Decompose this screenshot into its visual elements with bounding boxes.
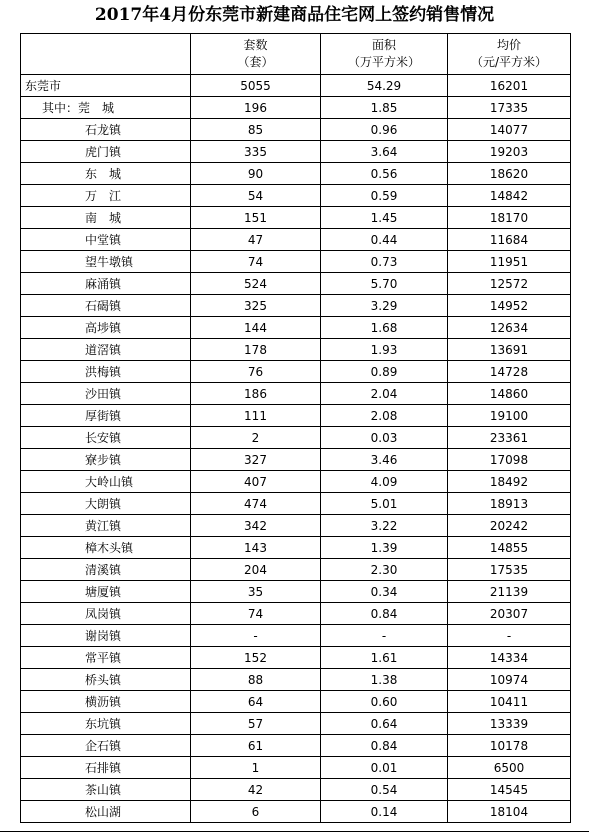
units-cell: 42 [191, 779, 321, 801]
units-cell: 88 [191, 669, 321, 691]
area-cell: 2.30 [321, 559, 448, 581]
area-cell: - [321, 625, 448, 647]
area-cell: 0.03 [321, 427, 448, 449]
units-cell: 85 [191, 119, 321, 141]
area-cell: 1.93 [321, 339, 448, 361]
area-cell: 0.60 [321, 691, 448, 713]
table-row [21, 713, 571, 735]
price-cell: 14952 [448, 295, 571, 317]
region-cell: 东 城 [21, 163, 191, 185]
region-cell: 塘厦镇 [21, 581, 191, 603]
table-row [21, 735, 571, 757]
price-cell: 17098 [448, 449, 571, 471]
price-cell: 19100 [448, 405, 571, 427]
area-cell: 0.56 [321, 163, 448, 185]
table-row [21, 97, 571, 119]
price-cell: 13339 [448, 713, 571, 735]
price-cell: 18492 [448, 471, 571, 493]
price-cell: 18104 [448, 801, 571, 823]
region-cell: 虎门镇 [21, 141, 191, 163]
area-cell: 0.34 [321, 581, 448, 603]
units-cell: 74 [191, 251, 321, 273]
price-cell: 14855 [448, 537, 571, 559]
table-row [21, 273, 571, 295]
region-cell: 沙田镇 [21, 383, 191, 405]
price-cell: 6500 [448, 757, 571, 779]
header-price: 均价 （元/平方米） [448, 34, 571, 75]
units-cell: 204 [191, 559, 321, 581]
price-cell: - [448, 625, 571, 647]
price-cell: 14334 [448, 647, 571, 669]
area-cell: 1.38 [321, 669, 448, 691]
region-cell: 道滘镇 [21, 339, 191, 361]
units-cell: 407 [191, 471, 321, 493]
area-cell: 0.59 [321, 185, 448, 207]
table-row [21, 581, 571, 603]
units-cell: 61 [191, 735, 321, 757]
header-area: 面积 （万平方米） [321, 34, 448, 75]
table-row [21, 185, 571, 207]
table-row [21, 669, 571, 691]
price-cell: 11684 [448, 229, 571, 251]
region-cell: 企石镇 [21, 735, 191, 757]
table-row [21, 779, 571, 801]
units-cell: 325 [191, 295, 321, 317]
region-cell: 中堂镇 [21, 229, 191, 251]
table-row [21, 119, 571, 141]
region-cell: 石排镇 [21, 757, 191, 779]
price-cell: 19203 [448, 141, 571, 163]
units-cell: 54 [191, 185, 321, 207]
price-cell: 12572 [448, 273, 571, 295]
units-cell: 64 [191, 691, 321, 713]
sales-table [20, 33, 571, 823]
table-row [21, 559, 571, 581]
area-cell: 3.22 [321, 515, 448, 537]
table-row [21, 801, 571, 823]
table-row [21, 207, 571, 229]
units-cell: 76 [191, 361, 321, 383]
units-cell: 111 [191, 405, 321, 427]
price-cell: 21139 [448, 581, 571, 603]
region-cell: 谢岗镇 [21, 625, 191, 647]
table-row [21, 603, 571, 625]
region-cell: 桥头镇 [21, 669, 191, 691]
units-cell: 178 [191, 339, 321, 361]
region-cell: 凤岗镇 [21, 603, 191, 625]
units-cell: 474 [191, 493, 321, 515]
table-row [21, 537, 571, 559]
area-cell: 3.64 [321, 141, 448, 163]
price-cell: 23361 [448, 427, 571, 449]
header-row [21, 34, 571, 75]
units-cell: 196 [191, 97, 321, 119]
table-row [21, 515, 571, 537]
price-cell: 12634 [448, 317, 571, 339]
price-cell: 14860 [448, 383, 571, 405]
region-cell: 黄江镇 [21, 515, 191, 537]
units-cell: 1 [191, 757, 321, 779]
region-cell: 高埗镇 [21, 317, 191, 339]
price-cell: 20242 [448, 515, 571, 537]
area-cell: 54.29 [321, 75, 448, 97]
area-cell: 2.08 [321, 405, 448, 427]
table-row [21, 449, 571, 471]
units-cell: 151 [191, 207, 321, 229]
table-row [21, 757, 571, 779]
units-cell: 524 [191, 273, 321, 295]
price-cell: 10178 [448, 735, 571, 757]
price-cell: 16201 [448, 75, 571, 97]
region-cell: 大朗镇 [21, 493, 191, 515]
area-cell: 0.54 [321, 779, 448, 801]
region-cell: 大岭山镇 [21, 471, 191, 493]
header-region [21, 34, 191, 75]
units-cell: 327 [191, 449, 321, 471]
units-cell: 74 [191, 603, 321, 625]
area-cell: 0.84 [321, 603, 448, 625]
region-cell: 长安镇 [21, 427, 191, 449]
area-cell: 0.89 [321, 361, 448, 383]
units-cell: 342 [191, 515, 321, 537]
region-cell: 东莞市 [21, 75, 191, 97]
region-cell: 洪梅镇 [21, 361, 191, 383]
table-row [21, 427, 571, 449]
table-row [21, 251, 571, 273]
price-cell: 10974 [448, 669, 571, 691]
units-cell: 152 [191, 647, 321, 669]
area-cell: 1.45 [321, 207, 448, 229]
price-cell: 14728 [448, 361, 571, 383]
units-cell: 144 [191, 317, 321, 339]
price-cell: 13691 [448, 339, 571, 361]
table-row [21, 361, 571, 383]
region-cell: 石龙镇 [21, 119, 191, 141]
units-cell: 5055 [191, 75, 321, 97]
units-cell: 57 [191, 713, 321, 735]
units-cell: 35 [191, 581, 321, 603]
price-cell: 17535 [448, 559, 571, 581]
price-cell: 11951 [448, 251, 571, 273]
bottom-border [0, 831, 589, 832]
region-cell: 东坑镇 [21, 713, 191, 735]
region-cell: 其中：莞 城 [21, 97, 191, 119]
table-row [21, 163, 571, 185]
table-row [21, 75, 571, 97]
area-cell: 2.04 [321, 383, 448, 405]
table-row [21, 317, 571, 339]
price-cell: 20307 [448, 603, 571, 625]
table-row [21, 625, 571, 647]
units-cell: 6 [191, 801, 321, 823]
region-cell: 厚街镇 [21, 405, 191, 427]
area-cell: 1.68 [321, 317, 448, 339]
region-cell: 寮步镇 [21, 449, 191, 471]
area-cell: 0.73 [321, 251, 448, 273]
area-cell: 0.64 [321, 713, 448, 735]
area-cell: 0.96 [321, 119, 448, 141]
units-cell: 47 [191, 229, 321, 251]
region-cell: 望牛墩镇 [21, 251, 191, 273]
table-row [21, 295, 571, 317]
region-cell: 常平镇 [21, 647, 191, 669]
page-title: 2017年4月份东莞市新建商品住宅网上签约销售情况 [94, 5, 495, 25]
area-cell: 5.70 [321, 273, 448, 295]
table-row [21, 383, 571, 405]
table-row [21, 691, 571, 713]
area-cell: 0.84 [321, 735, 448, 757]
area-cell: 3.46 [321, 449, 448, 471]
table-row [21, 229, 571, 251]
area-cell: 0.44 [321, 229, 448, 251]
units-cell: 186 [191, 383, 321, 405]
region-cell: 万 江 [21, 185, 191, 207]
table-row [21, 141, 571, 163]
region-cell: 松山湖 [21, 801, 191, 823]
price-cell: 14077 [448, 119, 571, 141]
units-cell: 143 [191, 537, 321, 559]
region-cell: 清溪镇 [21, 559, 191, 581]
table-row [21, 471, 571, 493]
area-cell: 1.39 [321, 537, 448, 559]
price-cell: 18620 [448, 163, 571, 185]
units-cell: 90 [191, 163, 321, 185]
area-cell: 1.85 [321, 97, 448, 119]
price-cell: 18913 [448, 493, 571, 515]
table-row [21, 339, 571, 361]
table-row [21, 405, 571, 427]
price-cell: 10411 [448, 691, 571, 713]
area-cell: 0.01 [321, 757, 448, 779]
area-cell: 5.01 [321, 493, 448, 515]
area-cell: 3.29 [321, 295, 448, 317]
table-row [21, 647, 571, 669]
price-cell: 14545 [448, 779, 571, 801]
region-cell: 横沥镇 [21, 691, 191, 713]
region-cell: 樟木头镇 [21, 537, 191, 559]
units-cell: 335 [191, 141, 321, 163]
header-units: 套数 （套） [191, 34, 321, 75]
units-cell: - [191, 625, 321, 647]
price-cell: 14842 [448, 185, 571, 207]
area-cell: 0.14 [321, 801, 448, 823]
area-cell: 4.09 [321, 471, 448, 493]
region-cell: 南 城 [21, 207, 191, 229]
region-cell: 麻涌镇 [21, 273, 191, 295]
region-cell: 石碣镇 [21, 295, 191, 317]
region-cell: 茶山镇 [21, 779, 191, 801]
units-cell: 2 [191, 427, 321, 449]
price-cell: 18170 [448, 207, 571, 229]
table-row [21, 493, 571, 515]
price-cell: 17335 [448, 97, 571, 119]
area-cell: 1.61 [321, 647, 448, 669]
